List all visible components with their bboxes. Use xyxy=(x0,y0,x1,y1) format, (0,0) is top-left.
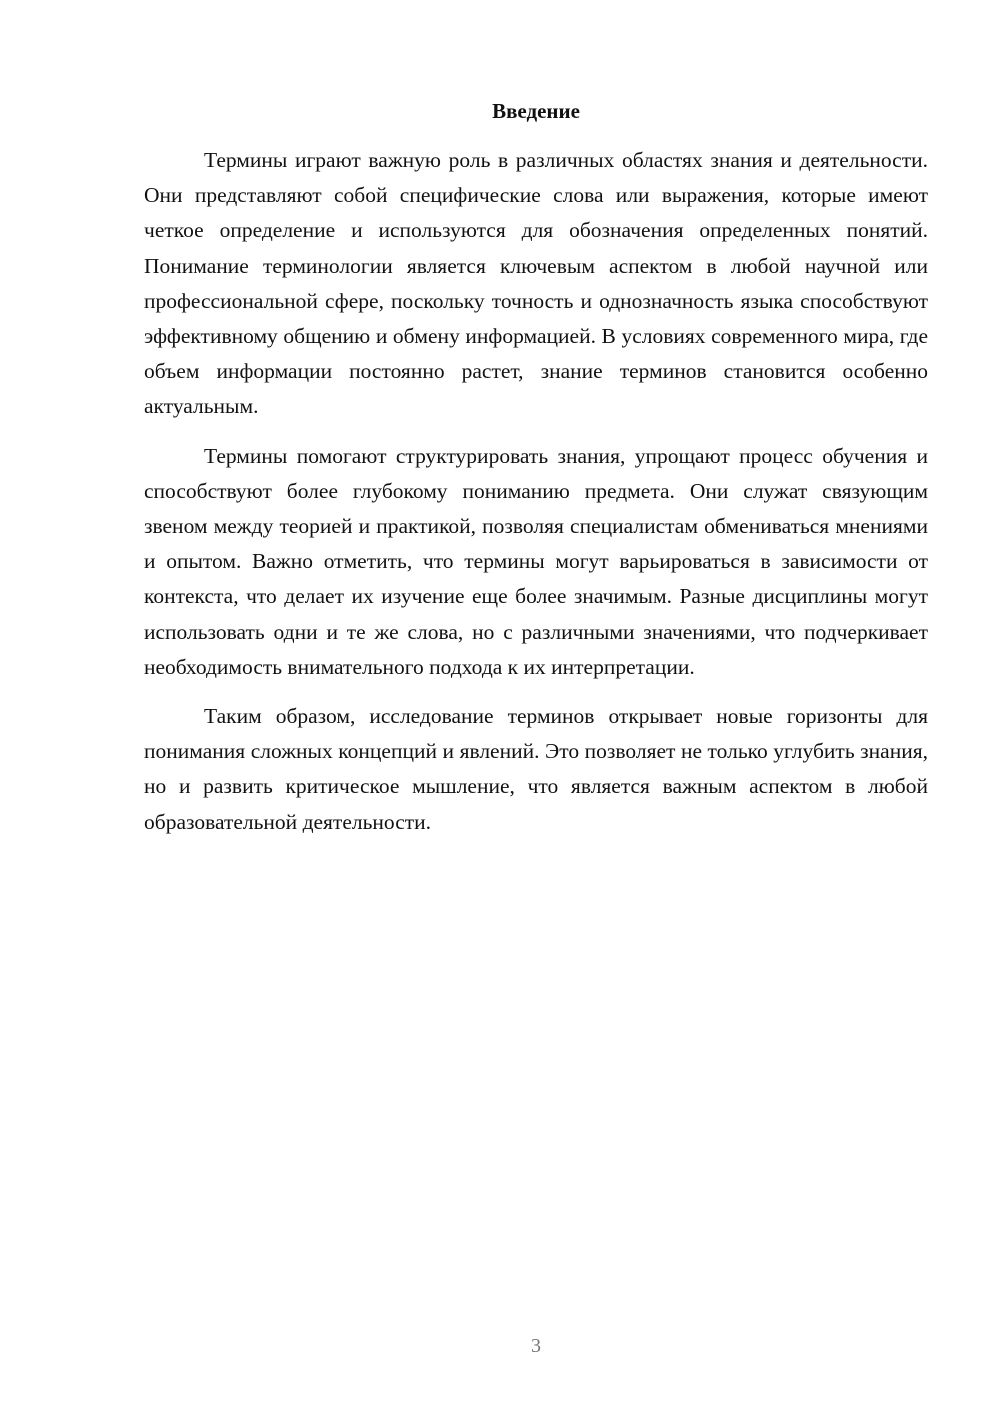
paragraph-2: Термины помогают структурировать знания, упрощают процесс обучения и способствуют более глубокому пониманию предмета. Они служат связующим звеном между теорией и практикой, позволяя специалистам обмениваться мнениями и опытом. Важно отметить, что термины могут варьироваться в зависимости от контекста, что делает их изучение еще более значимым. Разные дисциплины могут использовать одни и те же слова, но с различными значениями, что подчеркивает необходимость внимательного подхода к их интерпретации. xyxy=(144,443,928,679)
page-number: 3 xyxy=(531,1335,541,1357)
paragraph-1: Термины играют важную роль в различных областях знания и деятельности. Они представляют собой специфические слова или выражения, которые имеют четкое определение и используются для обозначения определенных понятий. Понимание терминологии является ключевым аспектом в любой научной или профессиональной сфере, поскольку точность и однозначность языка способствуют эффективному общению и обмену информацией. В условиях современного мира, где объем информации постоянно растет, знание терминов становится особенно актуальным. xyxy=(144,148,928,419)
section-heading: Введение xyxy=(492,99,580,123)
paragraph-3: Таким образом, исследование терминов открывает новые горизонты для понимания сложных концепций и явлений. Это позволяет не только углубить знания, но и развить критическое мышление, что является важным аспектом в любой образовательной деятельности. xyxy=(144,704,928,834)
body-text xyxy=(144,143,928,854)
